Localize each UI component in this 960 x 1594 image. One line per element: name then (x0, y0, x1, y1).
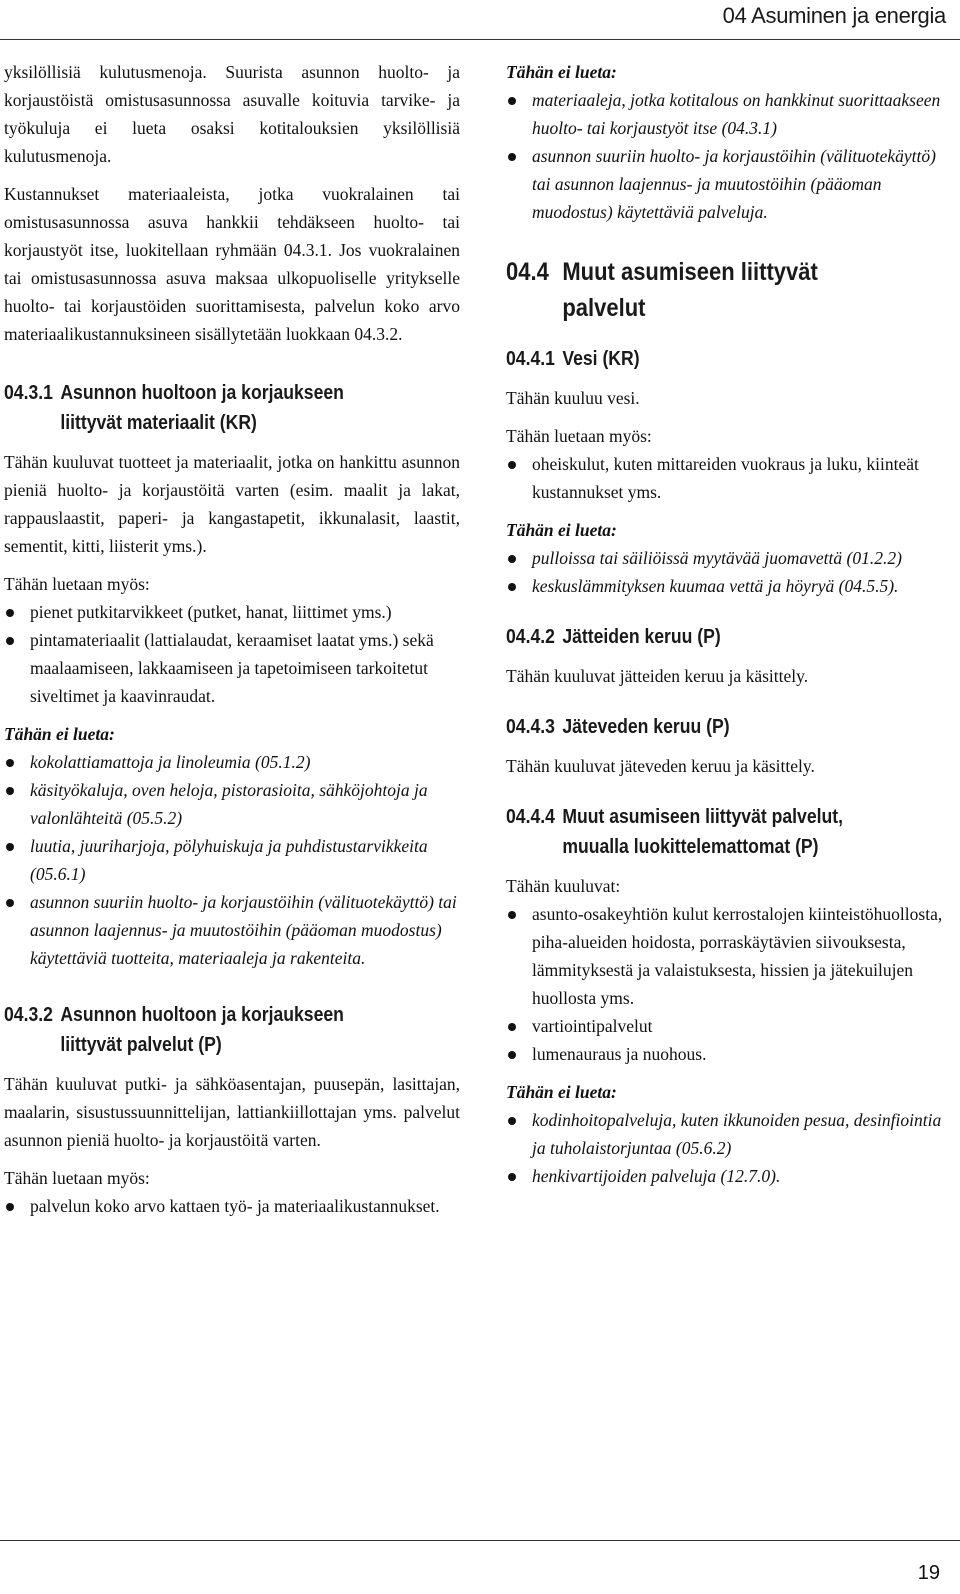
include-label: Tähän luetaan myös: (506, 426, 652, 446)
paragraph: Kustannukset materiaaleista, jotka vuokralainen tai omistusasunnossa asuva hankkii tehdäkseen huolto- tai korjaustyöt itse, luokitellaan ryhmään 04.3.1. Jos vuokralainen tai omistusasunnossa asuva maksaa ulkopuoliselle yritykselle huolto- tai korjaustöiden suorittamisesta, palvelun koko arvo materiaalikustannuksineen sisällytetään luokkaan 04.3.2. (4, 184, 460, 344)
section-text: Tähän kuuluvat jätteiden keruu ja käsittely. (506, 666, 809, 686)
section-heading-04-4-4: 04.4.4 Muut asumiseen liittyvät palvelut, muualla luokittelemattomat (P) (506, 806, 844, 858)
list-item: pienet putkitarvikkeet (putket, hanat, liittimet yms.) (4, 598, 460, 626)
section-text: Tähän kuuluvat putki- ja sähköasentajan, puusepän, lasittajan, maalarin, sisustussuunnittelijan, lattiankiillottajan yms. palvelut asunnon pieniä huolto- ja korjaustöitä varten. (4, 1074, 460, 1150)
list-item: luutia, juuriharjoja, pölyhuiskuja ja puhdistustarvikkeita (05.6.1) (4, 832, 460, 888)
exclude-list (506, 544, 954, 600)
section-heading-04-4: 04.4 Muut asumiseen liittyvät palvelut (506, 258, 818, 322)
list-item: henkivartijoiden palveluja (12.7.0). (506, 1162, 954, 1190)
exclude-label: Tähän ei lueta: (506, 1082, 617, 1102)
list-item: kokolattiamattoja ja linoleumia (05.1.2) (4, 748, 460, 776)
list-item: käsityökaluja, oven heloja, pistorasioita, sähköjohtoja ja valonlähteitä (05.5.2) (4, 776, 460, 832)
section-text: Tähän kuuluvat jäteveden keruu ja käsittely. (506, 756, 815, 776)
exclude-list (506, 1106, 954, 1190)
section-heading-04-4-1: 04.4.1 Vesi (KR) (506, 348, 640, 370)
chapter-title: 04 Asuminen ja energia (722, 3, 946, 28)
include-label: Tähän kuuluvat: (506, 876, 621, 896)
footer-divider (0, 1540, 960, 1541)
list-item: pulloissa tai säiliöissä myytävää juomavettä (01.2.2) (506, 544, 954, 572)
list-item: oheiskulut, kuten mittareiden vuokraus ja luku, kiinteät kustannukset yms. (506, 450, 954, 506)
exclude-list (4, 748, 460, 972)
exclude-label: Tähän ei lueta: (4, 724, 115, 744)
list-item: pintamateriaalit (lattialaudat, keraamiset laatat yms.) sekä maalaamiseen, lakkaamiseen ja tapetoimiseen tarkoitetut siveltimet ja kaavinraudat. (4, 626, 460, 710)
list-item: kodinhoitopalveluja, kuten ikkunoiden pesua, desinfiointia ja tuholaistorjuntaa (05.6.2) (506, 1106, 954, 1162)
section-text: Tähän kuuluvat tuotteet ja materiaalit, jotka on hankittu asunnon pieniä huolto- ja korjaustöitä varten (esim. maalit ja lakat, rappauslaastit, paperi- ja kangastapetit, ikkunalasit, laastit, sementit, kitti, liisterit yms.). (4, 452, 460, 556)
include-list (4, 598, 460, 710)
include-label: Tähän luetaan myös: (4, 1168, 150, 1188)
exclude-label: Tähän ei lueta: (506, 520, 617, 540)
include-list (4, 1192, 460, 1220)
include-list (506, 900, 954, 1068)
list-item: palvelun koko arvo kattaen työ- ja materiaalikustannukset. (4, 1192, 460, 1220)
exclude-list (506, 86, 954, 226)
section-heading-04-3-1: 04.3.1 Asunnon huoltoon ja korjaukseen liittyvät materiaalit (KR) (4, 382, 344, 434)
include-label: Tähän luetaan myös: (4, 574, 150, 594)
left-column (4, 58, 460, 1220)
section-heading-04-4-2: 04.4.2 Jätteiden keruu (P) (506, 626, 721, 648)
section-heading-04-3-2: 04.3.2 Asunnon huoltoon ja korjaukseen liittyvät palvelut (P) (4, 1004, 344, 1056)
page-header (0, 0, 960, 40)
exclude-label: Tähän ei lueta: (506, 62, 617, 82)
list-item: asunto-osakeyhtiön kulut kerrostalojen kiinteistöhuollosta, piha-alueiden hoidosta, porraskäytävien siivouksesta, lämmityksestä ja valaistuksesta, hissien ja jätekuilujen huollosta yms. (506, 900, 954, 1012)
list-item: lumenauraus ja nuohous. (506, 1040, 954, 1068)
section-heading-04-4-3: 04.4.3 Jäteveden keruu (P) (506, 716, 730, 738)
include-list (506, 450, 954, 506)
list-item: asunnon suuriin huolto- ja korjaustöihin (välituotekäyttö) tai asunnon laajennus- ja muutostöihin (pääoman muodostus) käytettäviä tuotteita, materiaaleja ja rakenteita. (4, 888, 460, 972)
page-number: 19 (917, 1562, 940, 1584)
list-item: materiaaleja, jotka kotitalous on hankkinut suorittaakseen huolto- tai korjaustyöt itse (04.3.1) (506, 86, 954, 142)
list-item: asunnon suuriin huolto- ja korjaustöihin (välituotekäyttö) tai asunnon laajennus- ja muutostöihin (pääoman muodostus) käytettäviä palveluja. (506, 142, 954, 226)
paragraph: yksilöllisiä kulutusmenoja. Suurista asunnon huolto- ja korjaustöistä omistusasunnossa asuvalle koituvia tarvike- ja työkuluja ei lueta osaksi kotitalouksien yksilöllisiä kulutusmenoja. (4, 62, 460, 166)
list-item: vartiointipalvelut (506, 1012, 954, 1040)
section-text: Tähän kuuluu vesi. (506, 388, 640, 408)
right-column (506, 58, 954, 1190)
list-item: keskuslämmityksen kuumaa vettä ja höyryä (04.5.5). (506, 572, 954, 600)
